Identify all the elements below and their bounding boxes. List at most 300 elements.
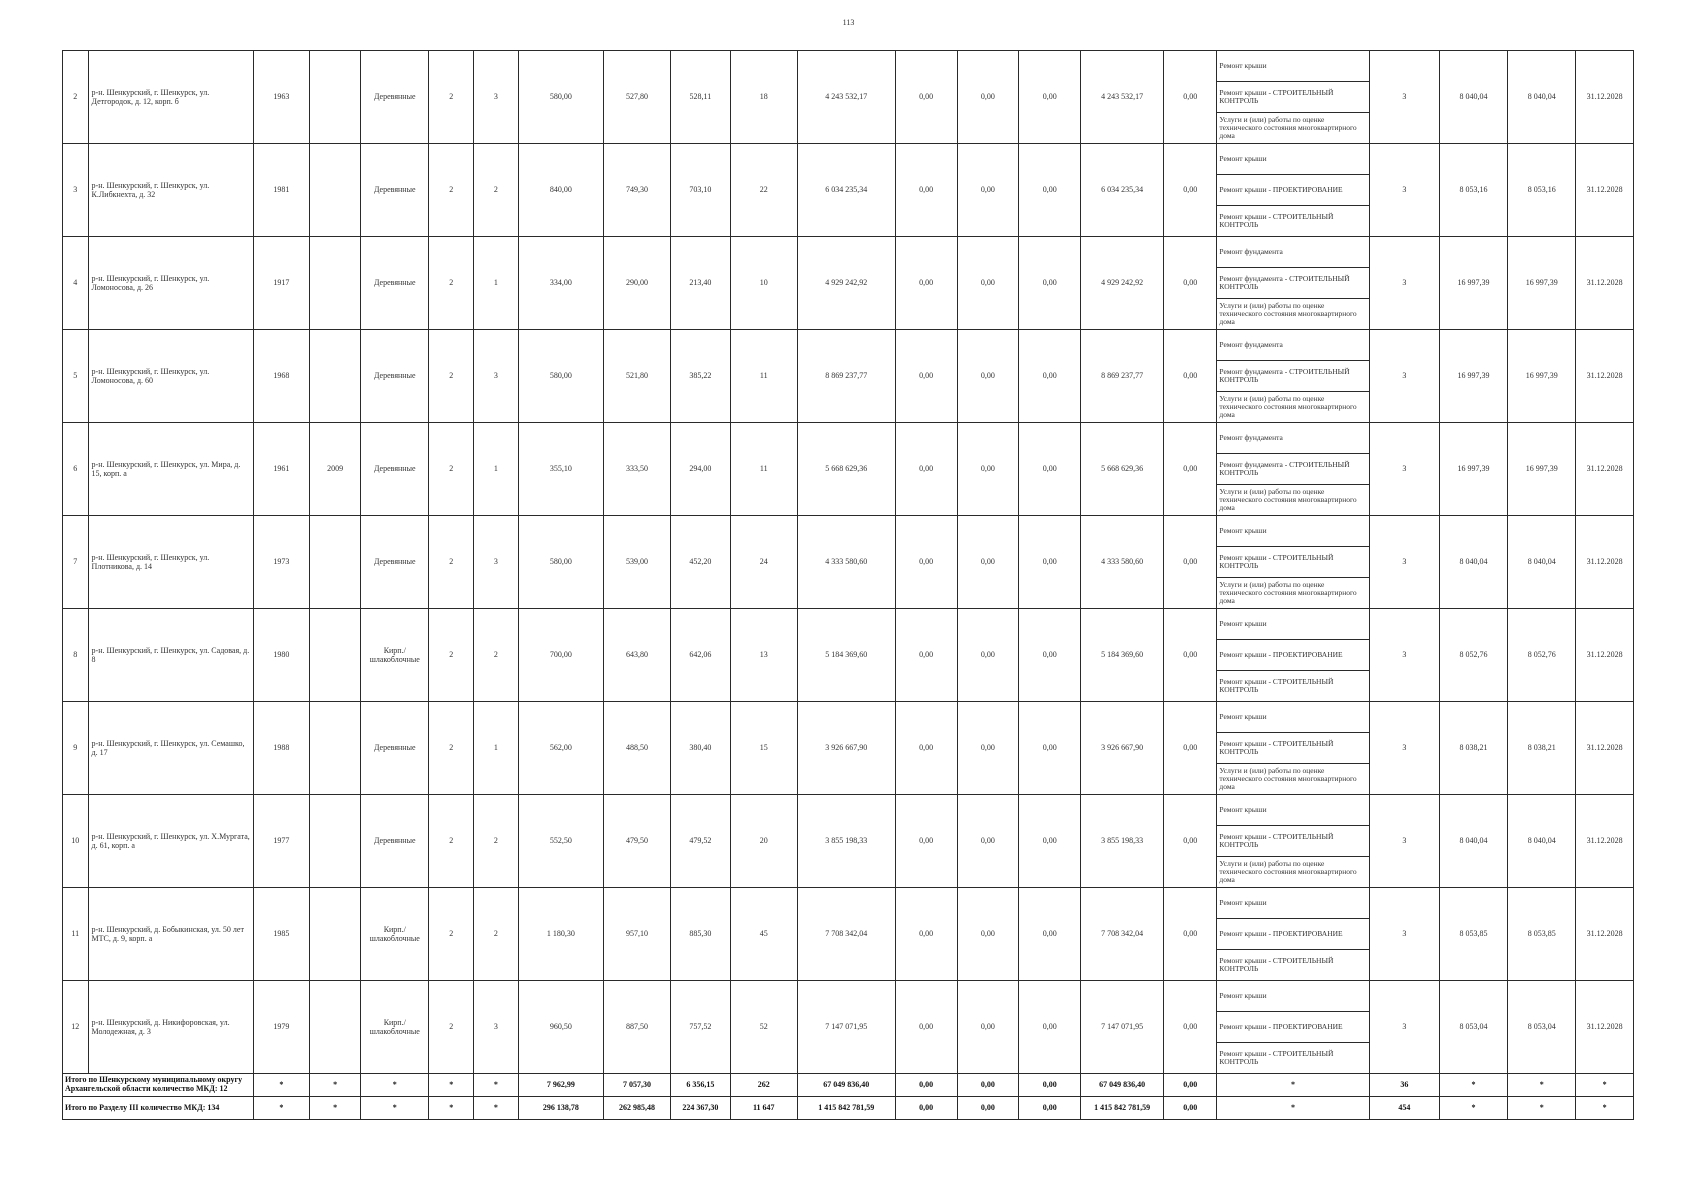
cost-federal-cell: 0,00 <box>895 330 957 423</box>
totals-cell: * <box>474 1097 519 1120</box>
row-number: 10 <box>63 795 89 888</box>
total-area-cell: 552,50 <box>518 795 603 888</box>
table-body <box>63 51 1634 1120</box>
residents-cell: 11 <box>730 423 797 516</box>
totals-row <box>63 1074 1634 1097</box>
work-item: Ремонт крыши <box>1217 981 1368 1012</box>
cost-federal-cell: 0,00 <box>895 144 957 237</box>
row-number: 6 <box>63 423 89 516</box>
works-cell <box>1217 795 1369 888</box>
totals-cell: 67 049 836,40 <box>1081 1074 1164 1097</box>
row-number: 4 <box>63 237 89 330</box>
year-renovated-cell <box>310 795 361 888</box>
residents-cell: 20 <box>730 795 797 888</box>
limit-cost-cell: 8 038,21 <box>1508 702 1576 795</box>
cost-federal-cell: 0,00 <box>895 516 957 609</box>
stage-cell: 3 <box>1369 423 1439 516</box>
cost-local-cell: 0,00 <box>1019 51 1081 144</box>
unit-cost-cell: 8 040,04 <box>1439 516 1507 609</box>
year-renovated-cell <box>310 144 361 237</box>
unit-cost-cell: 8 040,04 <box>1439 51 1507 144</box>
cost-federal-cell: 0,00 <box>895 702 957 795</box>
work-item: Ремонт крыши <box>1217 516 1368 547</box>
cost-total-cell: 5 668 629,36 <box>797 423 895 516</box>
totals-cell: 224 367,30 <box>671 1097 731 1120</box>
repair-program-table <box>62 50 1634 1120</box>
area-premises-cell: 539,00 <box>603 516 670 609</box>
floors-cell: 2 <box>429 609 474 702</box>
floors-cell: 2 <box>429 51 474 144</box>
address-cell: р-н. Шенкурский, г. Шенкурск, ул. Семашко, д. 17 <box>88 702 253 795</box>
cost-owners-cell: 7 708 342,04 <box>1081 888 1164 981</box>
cost-federal-cell: 0,00 <box>895 609 957 702</box>
year-renovated-cell: 2009 <box>310 423 361 516</box>
floors-cell: 2 <box>429 516 474 609</box>
cost-local-cell: 0,00 <box>1019 516 1081 609</box>
work-item: Услуги и (или) работы по оценке технического состояния многоквартирного дома <box>1219 486 1357 513</box>
area-premises-cell: 521,80 <box>603 330 670 423</box>
totals-cell: * <box>429 1097 474 1120</box>
row-number: 9 <box>63 702 89 795</box>
floors-cell: 2 <box>429 237 474 330</box>
year-renovated-cell <box>310 237 361 330</box>
work-item: Ремонт крыши - СТРОИТЕЛЬНЫЙ КОНТРОЛЬ <box>1217 547 1368 578</box>
entrances-cell: 2 <box>474 888 519 981</box>
year-built-cell: 1988 <box>253 702 309 795</box>
works-list <box>1217 51 1368 143</box>
area-premises-cell: 488,50 <box>603 702 670 795</box>
totals-cell: 454 <box>1369 1097 1439 1120</box>
cost-other-cell: 0,00 <box>1164 144 1217 237</box>
year-renovated-cell <box>310 330 361 423</box>
year-built-cell: 1977 <box>253 795 309 888</box>
works-list <box>1217 702 1368 794</box>
cost-other-cell: 0,00 <box>1164 702 1217 795</box>
cost-owners-cell: 4 243 532,17 <box>1081 51 1164 144</box>
wall-material-cell: Кирп./ шлакоблочные <box>361 609 429 702</box>
work-item: Ремонт крыши <box>1217 51 1368 82</box>
limit-cost-cell: 8 053,04 <box>1508 981 1576 1074</box>
stage-cell: 3 <box>1369 51 1439 144</box>
area-premises-cell: 887,50 <box>603 981 670 1074</box>
work-item: Ремонт крыши - СТРОИТЕЛЬНЫЙ КОНТРОЛЬ <box>1219 211 1334 229</box>
work-item: Услуги и (или) работы по оценке технического состояния многоквартирного дома <box>1219 114 1357 141</box>
entrances-cell: 3 <box>474 51 519 144</box>
cost-owners-cell: 7 147 071,95 <box>1081 981 1164 1074</box>
stage-cell: 3 <box>1369 888 1439 981</box>
totals-cell: 0,00 <box>1019 1097 1081 1120</box>
entrances-cell: 1 <box>474 423 519 516</box>
wall-material-cell: Деревянные <box>361 144 429 237</box>
totals-cell: 67 049 836,40 <box>797 1074 895 1097</box>
residents-cell: 18 <box>730 51 797 144</box>
deadline-cell: 31.12.2028 <box>1576 237 1634 330</box>
cost-total-cell: 8 869 237,77 <box>797 330 895 423</box>
totals-cell: * <box>1508 1097 1576 1120</box>
cost-federal-cell: 0,00 <box>895 423 957 516</box>
cost-federal-cell: 0,00 <box>895 51 957 144</box>
wall-material-cell: Деревянные <box>361 237 429 330</box>
table-row <box>63 423 1634 516</box>
totals-row <box>63 1097 1634 1120</box>
stage-cell: 3 <box>1369 702 1439 795</box>
cost-total-cell: 7 708 342,04 <box>797 888 895 981</box>
year-built-cell: 1985 <box>253 888 309 981</box>
cost-local-cell: 0,00 <box>1019 330 1081 423</box>
totals-cell: 262 <box>730 1074 797 1097</box>
cost-local-cell: 0,00 <box>1019 981 1081 1074</box>
totals-cell: 11 647 <box>730 1097 797 1120</box>
cost-other-cell: 0,00 <box>1164 609 1217 702</box>
cost-region-cell: 0,00 <box>957 423 1019 516</box>
totals-cell: 0,00 <box>1164 1097 1217 1120</box>
deadline-cell: 31.12.2028 <box>1576 795 1634 888</box>
area-premises-cell: 527,80 <box>603 51 670 144</box>
totals-cell: 0,00 <box>957 1097 1019 1120</box>
deadline-cell: 31.12.2028 <box>1576 330 1634 423</box>
unit-cost-cell: 8 053,04 <box>1439 981 1507 1074</box>
work-item: Ремонт фундамента <box>1217 423 1368 454</box>
cost-region-cell: 0,00 <box>957 702 1019 795</box>
works-list <box>1217 888 1368 980</box>
address-cell: р-н. Шенкурский, д. Никифоровская, ул. Молодежная, д. 3 <box>88 981 253 1074</box>
row-number: 3 <box>63 144 89 237</box>
residents-cell: 45 <box>730 888 797 981</box>
row-number: 12 <box>63 981 89 1074</box>
year-built-cell: 1917 <box>253 237 309 330</box>
cost-total-cell: 3 926 667,90 <box>797 702 895 795</box>
cost-local-cell: 0,00 <box>1019 795 1081 888</box>
cost-owners-cell: 6 034 235,34 <box>1081 144 1164 237</box>
totals-cell: 0,00 <box>1019 1074 1081 1097</box>
works-cell <box>1217 423 1369 516</box>
totals-cell: * <box>253 1074 309 1097</box>
totals-label: Итого по Шенкурскому муниципальному округу Архангельской области количество МКД: 12 <box>63 1074 254 1097</box>
cost-owners-cell: 5 184 369,60 <box>1081 609 1164 702</box>
limit-cost-cell: 8 052,76 <box>1508 609 1576 702</box>
work-item: Услуги и (или) работы по оценке технического состояния многоквартирного дома <box>1219 300 1357 327</box>
cost-region-cell: 0,00 <box>957 516 1019 609</box>
entrances-cell: 2 <box>474 795 519 888</box>
area-residential-cell: 528,11 <box>671 51 731 144</box>
year-renovated-cell <box>310 51 361 144</box>
address-cell: р-н. Шенкурский, г. Шенкурск, ул. К.Либкнехта, д. 32 <box>88 144 253 237</box>
cost-other-cell: 0,00 <box>1164 237 1217 330</box>
cost-region-cell: 0,00 <box>957 330 1019 423</box>
total-area-cell: 1 180,30 <box>518 888 603 981</box>
works-list <box>1217 423 1368 515</box>
work-item: Ремонт крыши - СТРОИТЕЛЬНЫЙ КОНТРОЛЬ <box>1219 1048 1334 1066</box>
floors-cell: 2 <box>429 888 474 981</box>
work-item: Ремонт крыши - СТРОИТЕЛЬНЫЙ КОНТРОЛЬ <box>1217 826 1368 857</box>
year-built-cell: 1973 <box>253 516 309 609</box>
total-area-cell: 580,00 <box>518 516 603 609</box>
unit-cost-cell: 8 053,85 <box>1439 888 1507 981</box>
cost-local-cell: 0,00 <box>1019 702 1081 795</box>
area-residential-cell: 385,22 <box>671 330 731 423</box>
works-cell <box>1217 609 1369 702</box>
address-cell: р-н. Шенкурский, д. Бобыкинская, ул. 50 лет МТС, д. 9, корп. а <box>88 888 253 981</box>
row-number: 7 <box>63 516 89 609</box>
works-cell <box>1217 888 1369 981</box>
cost-region-cell: 0,00 <box>957 609 1019 702</box>
totals-cell: 1 415 842 781,59 <box>797 1097 895 1120</box>
totals-cell: * <box>310 1074 361 1097</box>
work-item: Услуги и (или) работы по оценке технического состояния многоквартирного дома <box>1219 393 1357 420</box>
totals-cell: 0,00 <box>895 1074 957 1097</box>
cost-federal-cell: 0,00 <box>895 795 957 888</box>
totals-cell: 0,00 <box>957 1074 1019 1097</box>
stage-cell: 3 <box>1369 516 1439 609</box>
wall-material-cell: Деревянные <box>361 423 429 516</box>
address-cell: р-н. Шенкурский, г. Шенкурск, ул. Детгородок, д. 12, корп. б <box>88 51 253 144</box>
cost-other-cell: 0,00 <box>1164 795 1217 888</box>
totals-cell: * <box>474 1074 519 1097</box>
works-cell <box>1217 144 1369 237</box>
limit-cost-cell: 8 040,04 <box>1508 516 1576 609</box>
deadline-cell: 31.12.2028 <box>1576 981 1634 1074</box>
deadline-cell: 31.12.2028 <box>1576 516 1634 609</box>
address-cell: р-н. Шенкурский, г. Шенкурск, ул. Ломоносова, д. 26 <box>88 237 253 330</box>
row-number: 2 <box>63 51 89 144</box>
cost-other-cell: 0,00 <box>1164 981 1217 1074</box>
entrances-cell: 3 <box>474 516 519 609</box>
table-row <box>63 516 1634 609</box>
totals-cell: * <box>310 1097 361 1120</box>
works-list <box>1217 237 1368 329</box>
totals-cell: * <box>1439 1074 1507 1097</box>
cost-other-cell: 0,00 <box>1164 888 1217 981</box>
area-residential-cell: 452,20 <box>671 516 731 609</box>
cost-federal-cell: 0,00 <box>895 237 957 330</box>
totals-cell: 6 356,15 <box>671 1074 731 1097</box>
floors-cell: 2 <box>429 423 474 516</box>
cost-other-cell: 0,00 <box>1164 516 1217 609</box>
area-residential-cell: 703,10 <box>671 144 731 237</box>
work-item: Услуги и (или) работы по оценке технического состояния многоквартирного дома <box>1219 765 1357 792</box>
residents-cell: 10 <box>730 237 797 330</box>
limit-cost-cell: 8 040,04 <box>1508 51 1576 144</box>
totals-cell: * <box>1217 1097 1369 1120</box>
year-renovated-cell <box>310 702 361 795</box>
totals-cell: 7 962,99 <box>518 1074 603 1097</box>
cost-local-cell: 0,00 <box>1019 888 1081 981</box>
work-item: Ремонт крыши - СТРОИТЕЛЬНЫЙ КОНТРОЛЬ <box>1217 733 1368 764</box>
totals-cell: 296 138,78 <box>518 1097 603 1120</box>
table-row <box>63 237 1634 330</box>
wall-material-cell: Деревянные <box>361 702 429 795</box>
cost-region-cell: 0,00 <box>957 888 1019 981</box>
stage-cell: 3 <box>1369 237 1439 330</box>
unit-cost-cell: 8 038,21 <box>1439 702 1507 795</box>
residents-cell: 15 <box>730 702 797 795</box>
total-area-cell: 580,00 <box>518 51 603 144</box>
work-item: Ремонт фундамента - СТРОИТЕЛЬНЫЙ КОНТРОЛЬ <box>1217 454 1368 485</box>
cost-owners-cell: 3 926 667,90 <box>1081 702 1164 795</box>
row-number: 5 <box>63 330 89 423</box>
totals-cell: * <box>1439 1097 1507 1120</box>
work-item: Услуги и (или) работы по оценке технического состояния многоквартирного дома <box>1219 858 1357 885</box>
floors-cell: 2 <box>429 795 474 888</box>
cost-total-cell: 7 147 071,95 <box>797 981 895 1074</box>
limit-cost-cell: 8 040,04 <box>1508 795 1576 888</box>
entrances-cell: 2 <box>474 144 519 237</box>
cost-other-cell: 0,00 <box>1164 51 1217 144</box>
work-item: Ремонт крыши - ПРОЕКТИРОВАНИЕ <box>1217 919 1368 950</box>
totals-cell: * <box>361 1074 429 1097</box>
area-premises-cell: 333,50 <box>603 423 670 516</box>
year-built-cell: 1979 <box>253 981 309 1074</box>
row-number: 11 <box>63 888 89 981</box>
limit-cost-cell: 16 997,39 <box>1508 237 1576 330</box>
totals-cell: * <box>429 1074 474 1097</box>
cost-federal-cell: 0,00 <box>895 981 957 1074</box>
table-row <box>63 702 1634 795</box>
floors-cell: 2 <box>429 981 474 1074</box>
cost-local-cell: 0,00 <box>1019 423 1081 516</box>
entrances-cell: 2 <box>474 609 519 702</box>
residents-cell: 22 <box>730 144 797 237</box>
work-item: Ремонт крыши - ПРОЕКТИРОВАНИЕ <box>1217 175 1368 206</box>
table-row <box>63 981 1634 1074</box>
cost-region-cell: 0,00 <box>957 795 1019 888</box>
unit-cost-cell: 16 997,39 <box>1439 237 1507 330</box>
unit-cost-cell: 8 052,76 <box>1439 609 1507 702</box>
work-item: Услуги и (или) работы по оценке технического состояния многоквартирного дома <box>1219 579 1357 606</box>
address-cell: р-н. Шенкурский, г. Шенкурск, ул. Плотникова, д. 14 <box>88 516 253 609</box>
limit-cost-cell: 8 053,16 <box>1508 144 1576 237</box>
wall-material-cell: Деревянные <box>361 516 429 609</box>
works-list <box>1217 144 1368 236</box>
cost-total-cell: 5 184 369,60 <box>797 609 895 702</box>
year-built-cell: 1968 <box>253 330 309 423</box>
totals-cell: 0,00 <box>1164 1074 1217 1097</box>
total-area-cell: 562,00 <box>518 702 603 795</box>
work-item: Ремонт крыши - СТРОИТЕЛЬНЫЙ КОНТРОЛЬ <box>1219 676 1334 694</box>
totals-cell: * <box>361 1097 429 1120</box>
deadline-cell: 31.12.2028 <box>1576 51 1634 144</box>
cost-other-cell: 0,00 <box>1164 330 1217 423</box>
area-premises-cell: 290,00 <box>603 237 670 330</box>
area-residential-cell: 380,40 <box>671 702 731 795</box>
year-built-cell: 1981 <box>253 144 309 237</box>
works-list <box>1217 609 1368 701</box>
entrances-cell: 3 <box>474 330 519 423</box>
entrances-cell: 3 <box>474 981 519 1074</box>
work-item: Ремонт крыши - ПРОЕКТИРОВАНИЕ <box>1217 640 1368 671</box>
wall-material-cell: Кирп./ шлакоблочные <box>361 981 429 1074</box>
deadline-cell: 31.12.2028 <box>1576 888 1634 981</box>
floors-cell: 2 <box>429 144 474 237</box>
entrances-cell: 1 <box>474 237 519 330</box>
cost-total-cell: 3 855 198,33 <box>797 795 895 888</box>
works-cell <box>1217 51 1369 144</box>
area-premises-cell: 479,50 <box>603 795 670 888</box>
works-list <box>1217 795 1368 887</box>
totals-label: Итого по Разделу III количество МКД: 134 <box>63 1097 254 1120</box>
year-built-cell: 1963 <box>253 51 309 144</box>
deadline-cell: 31.12.2028 <box>1576 144 1634 237</box>
cost-owners-cell: 4 333 580,60 <box>1081 516 1164 609</box>
residents-cell: 13 <box>730 609 797 702</box>
area-residential-cell: 479,52 <box>671 795 731 888</box>
year-renovated-cell <box>310 981 361 1074</box>
totals-cell: 262 985,48 <box>603 1097 670 1120</box>
deadline-cell: 31.12.2028 <box>1576 702 1634 795</box>
work-item: Ремонт фундамента - СТРОИТЕЛЬНЫЙ КОНТРОЛЬ <box>1217 268 1368 299</box>
limit-cost-cell: 8 053,85 <box>1508 888 1576 981</box>
total-area-cell: 700,00 <box>518 609 603 702</box>
wall-material-cell: Деревянные <box>361 330 429 423</box>
cost-region-cell: 0,00 <box>957 237 1019 330</box>
stage-cell: 3 <box>1369 981 1439 1074</box>
floors-cell: 2 <box>429 330 474 423</box>
totals-cell: * <box>253 1097 309 1120</box>
address-cell: р-н. Шенкурский, г. Шенкурск, ул. Х.Мургата, д. 61, корп. а <box>88 795 253 888</box>
address-cell: р-н. Шенкурский, г. Шенкурск, ул. Садовая, д. 8 <box>88 609 253 702</box>
cost-total-cell: 4 243 532,17 <box>797 51 895 144</box>
work-item: Ремонт крыши <box>1217 795 1368 826</box>
totals-cell: 36 <box>1369 1074 1439 1097</box>
area-premises-cell: 957,10 <box>603 888 670 981</box>
work-item: Ремонт крыши <box>1217 888 1368 919</box>
stage-cell: 3 <box>1369 609 1439 702</box>
works-cell <box>1217 702 1369 795</box>
area-premises-cell: 749,30 <box>603 144 670 237</box>
area-residential-cell: 642,06 <box>671 609 731 702</box>
work-item: Ремонт крыши - ПРОЕКТИРОВАНИЕ <box>1217 1012 1368 1043</box>
year-built-cell: 1961 <box>253 423 309 516</box>
total-area-cell: 960,50 <box>518 981 603 1074</box>
cost-other-cell: 0,00 <box>1164 423 1217 516</box>
area-premises-cell: 643,80 <box>603 609 670 702</box>
limit-cost-cell: 16 997,39 <box>1508 330 1576 423</box>
work-item: Ремонт фундамента <box>1217 330 1368 361</box>
total-area-cell: 334,00 <box>518 237 603 330</box>
table-row <box>63 144 1634 237</box>
table-row <box>63 51 1634 144</box>
year-renovated-cell <box>310 888 361 981</box>
works-cell <box>1217 516 1369 609</box>
page-number: 113 <box>842 18 855 27</box>
work-item: Ремонт крыши - СТРОИТЕЛЬНЫЙ КОНТРОЛЬ <box>1217 82 1368 113</box>
table-row <box>63 888 1634 981</box>
wall-material-cell: Кирп./ шлакоблочные <box>361 888 429 981</box>
residents-cell: 52 <box>730 981 797 1074</box>
cost-local-cell: 0,00 <box>1019 144 1081 237</box>
wall-material-cell: Деревянные <box>361 795 429 888</box>
wall-material-cell: Деревянные <box>361 51 429 144</box>
area-residential-cell: 294,00 <box>671 423 731 516</box>
totals-cell: 7 057,30 <box>603 1074 670 1097</box>
cost-owners-cell: 3 855 198,33 <box>1081 795 1164 888</box>
totals-cell: * <box>1508 1074 1576 1097</box>
work-item: Ремонт фундамента <box>1217 237 1368 268</box>
cost-owners-cell: 4 929 242,92 <box>1081 237 1164 330</box>
cost-total-cell: 4 929 242,92 <box>797 237 895 330</box>
total-area-cell: 580,00 <box>518 330 603 423</box>
works-cell <box>1217 237 1369 330</box>
works-list <box>1217 516 1368 608</box>
total-area-cell: 355,10 <box>518 423 603 516</box>
cost-region-cell: 0,00 <box>957 981 1019 1074</box>
works-cell <box>1217 981 1369 1074</box>
entrances-cell: 1 <box>474 702 519 795</box>
year-renovated-cell <box>310 516 361 609</box>
year-renovated-cell <box>310 609 361 702</box>
works-list <box>1217 330 1368 422</box>
work-item: Ремонт крыши <box>1217 144 1368 175</box>
